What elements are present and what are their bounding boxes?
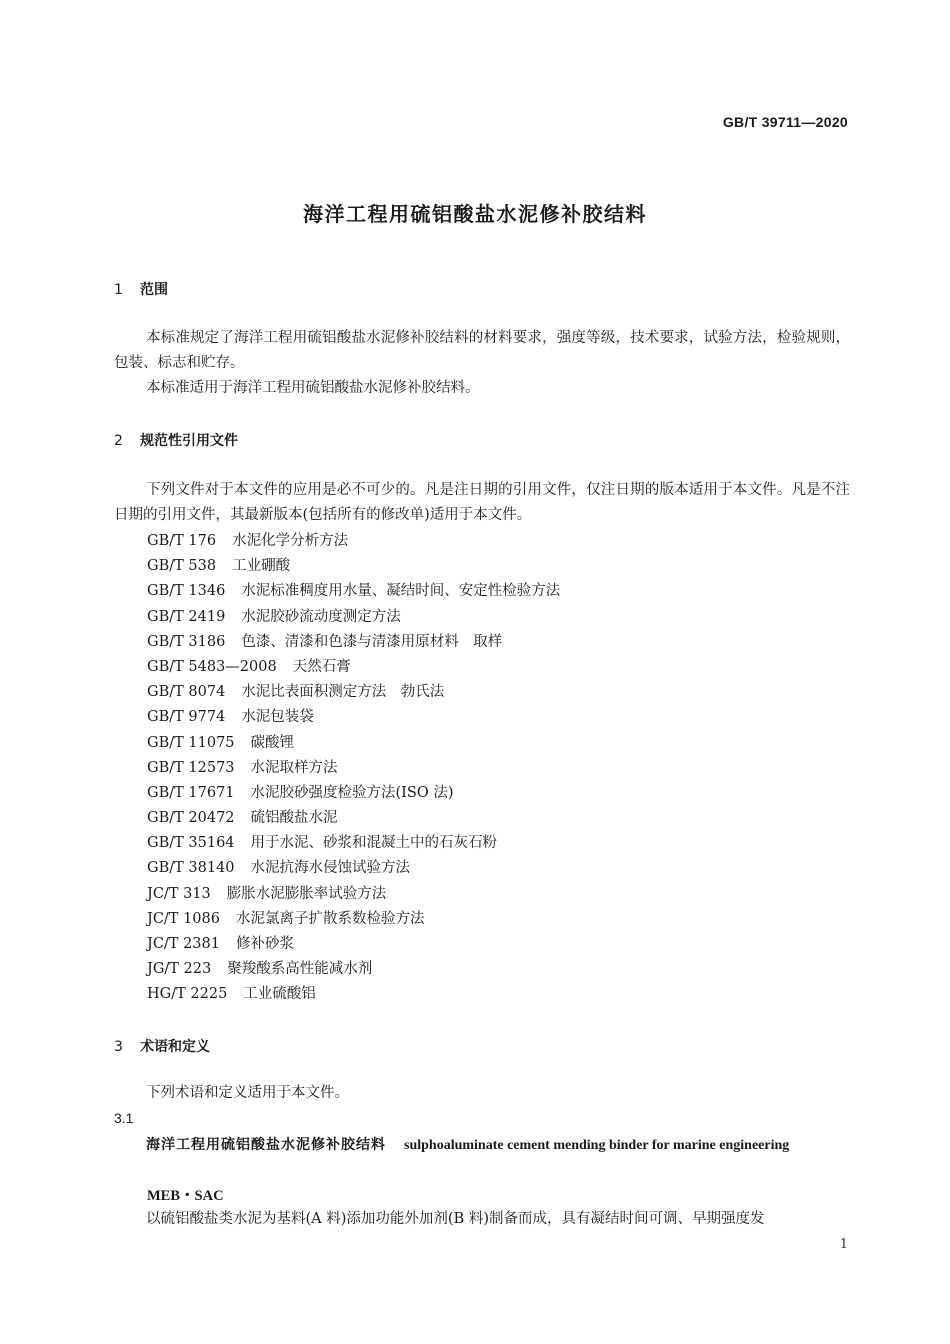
reference-name: 水泥标准稠度用水量、凝结时间、安定性检验方法 [241, 583, 561, 600]
section-1-title: 范围 [140, 282, 168, 298]
term-definition: 以硫铝酸盐类水泥为基料(A 料)添加功能外加剂(B 料)制备而成，具有凝结时间可调、早期强度发 [146, 1211, 765, 1227]
reference-name: 工业硫酸铝 [243, 986, 316, 1003]
section-3-title: 术语和定义 [140, 1039, 210, 1055]
reference-name: 水泥胶砂强度检验方法(ISO 法) [250, 784, 454, 801]
section-1-number: 1 [114, 282, 123, 298]
reference-code: JG/T 223 [147, 961, 212, 978]
term-chinese: 海洋工程用硫铝酸盐水泥修补胶结料 [146, 1137, 386, 1153]
reference-item [147, 655, 560, 680]
reference-item [147, 605, 560, 630]
reference-code: GB/T 9774 [147, 709, 226, 726]
reference-name: 膨胀水泥膨胀率试验方法 [226, 885, 387, 902]
section-1-heading [114, 279, 168, 299]
reference-code: GB/T 176 [147, 533, 217, 549]
reference-code: JC/T 2381 [147, 936, 220, 952]
reference-code: GB/T 2419 [147, 608, 226, 625]
reference-item [147, 932, 560, 957]
reference-code: GB/T 5483—2008 [147, 658, 277, 675]
reference-item [147, 806, 560, 831]
reference-item [147, 731, 560, 756]
reference-item [147, 831, 560, 856]
reference-item [147, 856, 560, 881]
reference-code: GB/T 35164 [147, 835, 235, 852]
section-2-heading [114, 430, 238, 450]
reference-name: 碳酸锂 [250, 734, 295, 751]
reference-item [147, 579, 560, 604]
reference-item [147, 781, 560, 806]
section-1-paragraph-1: 本标准规定了海洋工程用硫铝酸盐水泥修补胶结料的材料要求，强度等级，技术要求，试验方法，检验规则，包装、标志和贮存。 [114, 330, 850, 371]
reference-code: GB/T 17671 [147, 784, 235, 801]
reference-item [147, 907, 560, 932]
reference-item [147, 680, 560, 705]
section-2-title: 规范性引用文件 [140, 433, 238, 449]
reference-item [147, 705, 560, 730]
term-entry [114, 1133, 850, 1158]
reference-item [147, 630, 560, 655]
term-english: sulphoaluminate cement mending binder for marine engineering [404, 1138, 790, 1153]
reference-name: 水泥化学分析方法 [232, 533, 349, 549]
reference-name: 水泥比表面积测定方法 勃氏法 [241, 684, 445, 701]
reference-name: 水泥包装袋 [241, 709, 314, 726]
reference-name: 水泥抗海水侵蚀试验方法 [250, 860, 411, 877]
reference-code: GB/T 12573 [147, 759, 235, 776]
reference-name: 水泥取样方法 [250, 759, 338, 776]
reference-item [147, 756, 560, 781]
section-3-heading [114, 1036, 210, 1056]
reference-name: 工业硼酸 [232, 558, 291, 575]
reference-item [147, 554, 560, 579]
reference-code: GB/T 3186 [147, 633, 226, 650]
section-3-intro: 下列术语和定义适用于本文件。 [146, 1085, 349, 1101]
section-2-intro: 下列文件对于本文件的应用是必不可少的。凡是注日期的引用文件，仅注日期的版本适用于本文件。凡是不注日期的引用文件，其最新版本(包括所有的修改单)适用于本文件。 [114, 482, 850, 523]
document-title: 海洋工程用硫铝酸盐水泥修补胶结料 [303, 202, 647, 226]
reference-name: 水泥氯离子扩散系数检验方法 [235, 910, 425, 927]
reference-name: 聚羧酸系高性能减水剂 [227, 961, 373, 978]
reference-name: 色漆、清漆和色漆与清漆用原材料 取样 [241, 633, 503, 650]
reference-code: GB/T 20472 [147, 810, 235, 827]
section-1-paragraph-2: 本标准适用于海洋工程用硫铝酸盐水泥修补胶结料。 [146, 380, 480, 396]
reference-item [147, 882, 560, 907]
reference-name: 用于水泥、砂浆和混凝土中的石灰石粉 [250, 835, 498, 852]
section-3-number: 3 [114, 1039, 123, 1055]
reference-name: 硫铝酸盐水泥 [250, 810, 338, 827]
reference-name: 水泥胶砂流动度测定方法 [241, 608, 401, 625]
reference-code: GB/T 8074 [147, 684, 226, 701]
reference-code: GB/T 538 [147, 558, 217, 575]
reference-name: 修补砂浆 [235, 936, 294, 952]
subclause-number: 3.1 [114, 1110, 134, 1126]
reference-item [147, 982, 560, 1007]
reference-code: GB/T 1346 [147, 583, 226, 600]
reference-list [147, 529, 560, 1008]
reference-code: HG/T 2225 [147, 986, 228, 1003]
reference-code: JC/T 1086 [147, 910, 220, 927]
reference-code: GB/T 11075 [147, 734, 235, 751]
reference-code: GB/T 38140 [147, 860, 235, 877]
reference-item [147, 529, 560, 554]
term-abbreviation: MEB・SAC [147, 1188, 224, 1204]
page-number: 1 [839, 1237, 848, 1252]
section-2-number: 2 [114, 433, 123, 449]
reference-code: JC/T 313 [147, 885, 211, 902]
reference-name: 天然石膏 [292, 658, 351, 675]
reference-item [147, 957, 560, 982]
document-code: GB/T 39711—2020 [722, 114, 848, 130]
